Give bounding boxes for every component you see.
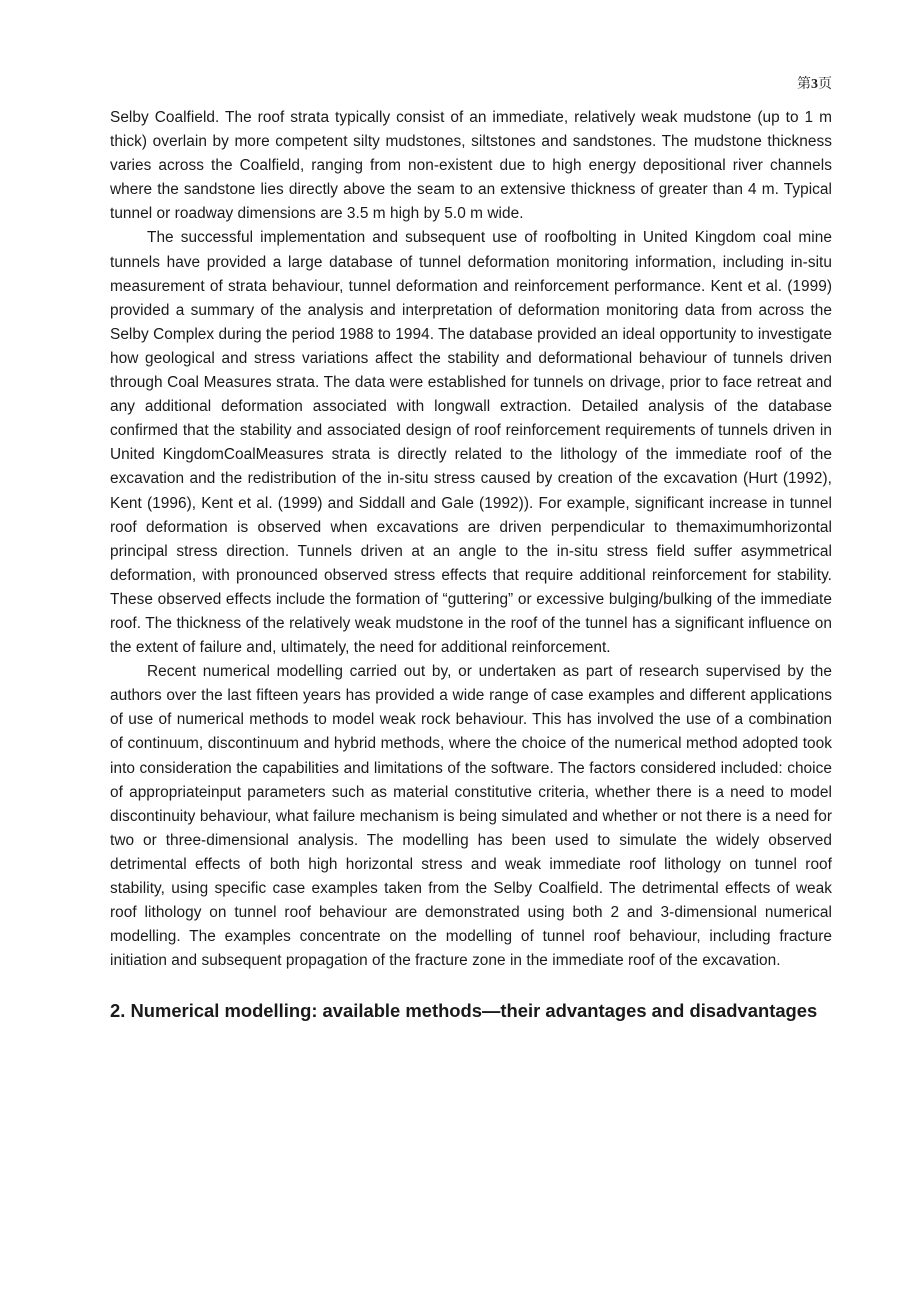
- paragraph-selby-roof-strata: Selby Coalfield. The roof strata typically consist of an immediate, relatively weak mudstone (up to 1 m thick) overlain by more competent silty mudstones, siltstones and sandstones. The mudstone thickness varies across the Coalfield, ranging from non-existent due to high energy depositional river channels where the sandstone lies directly above the seam to an extensive thickness of greater than 4 m. Typical tunnel or roadway dimensions are 3.5 m high by 5.0 m wide.: [110, 109, 832, 223]
- page-number: [797, 76, 832, 94]
- document-body: [110, 106, 832, 1035]
- paragraph-numerical-modelling-research: Recent numerical modelling carried out by, or undertaken as part of research supervised by the authors over the last fifteen years has provided a wide range of case examples and different applications of use of numerical methods to model weak rock behaviour. This has involved the use of a combination of continuum, discontinuum and hybrid methods, where the choice of the numerical method adopted took into consideration the capabilities and limitations of the software. The factors considered included: choice of appropriateinput parameters such as material constitutive criteria, whether there is a need to model discontinuity behaviour, what failure mechanism is being simulated and whether or not there is a need for two or three-dimensional analysis. The modelling has been used to simulate the widely observed detrimental effects of both high horizontal stress and weak immediate roof lithology on tunnel roof stability, using specific case examples taken from the Selby Coalfield. The detrimental effects of weak roof lithology on tunnel roof behaviour are demonstrated using both 2 and 3-dimensional numerical modelling. The examples concentrate on the modelling of tunnel roof behaviour, including fracture initiation and subsequent propagation of the fracture zone in the immediate roof of the excavation.: [110, 663, 832, 970]
- paragraph-roofbolting-database: The successful implementation and subsequent use of roofbolting in United Kingdom coal mine tunnels have provided a large database of tunnel deformation monitoring information, including in-situ measurement of strata behaviour, tunnel deformation and reinforcement performance. Kent et al. (1999) provided a summary of the analysis and interpretation of deformation monitoring data from across the Selby Complex during the period 1988 to 1994. The database provided an ideal opportunity to investigate how geological and stress variations affect the stability and deformational behaviour of tunnels driven through Coal Measures strata. The data were established for tunnels on drivage, prior to face retreat and any additional deformation associated with longwall extraction. Detailed analysis of the database confirmed that the stability and associated design of roof reinforcement requirements of tunnels driven in United KingdomCoalMeasures strata is directly related to the lithology of the immediate roof of the excavation and the redistribution of the in-situ stress caused by creation of the excavation (Hurt (1992), Kent (1996), Kent et al. (1999) and Siddall and Gale (1992)). For example, significant increase in tunnel roof deformation is observed when excavations are driven perpendicular to themaximumhorizontal principal stress direction. Tunnels driven at an angle to the in-situ stress field suffer asymmetrical deformation, with pronounced observed stress effects that require additional reinforcement for stability. These observed effects include the formation of “guttering” or excessive bulging/bulking of the immediate roof. The thickness of the relatively weak mudstone in the roof of the tunnel has a significant influence on the extent of failure and, ultimately, the need for additional reinforcement.: [110, 229, 832, 657]
- page-number-suffix: 页: [818, 77, 832, 92]
- page-number-value: 3: [811, 77, 818, 92]
- section-heading: 2. Numerical modelling: available methods—their advantages and disadvantages: [110, 1000, 818, 1022]
- page-number-prefix: 第: [797, 77, 811, 92]
